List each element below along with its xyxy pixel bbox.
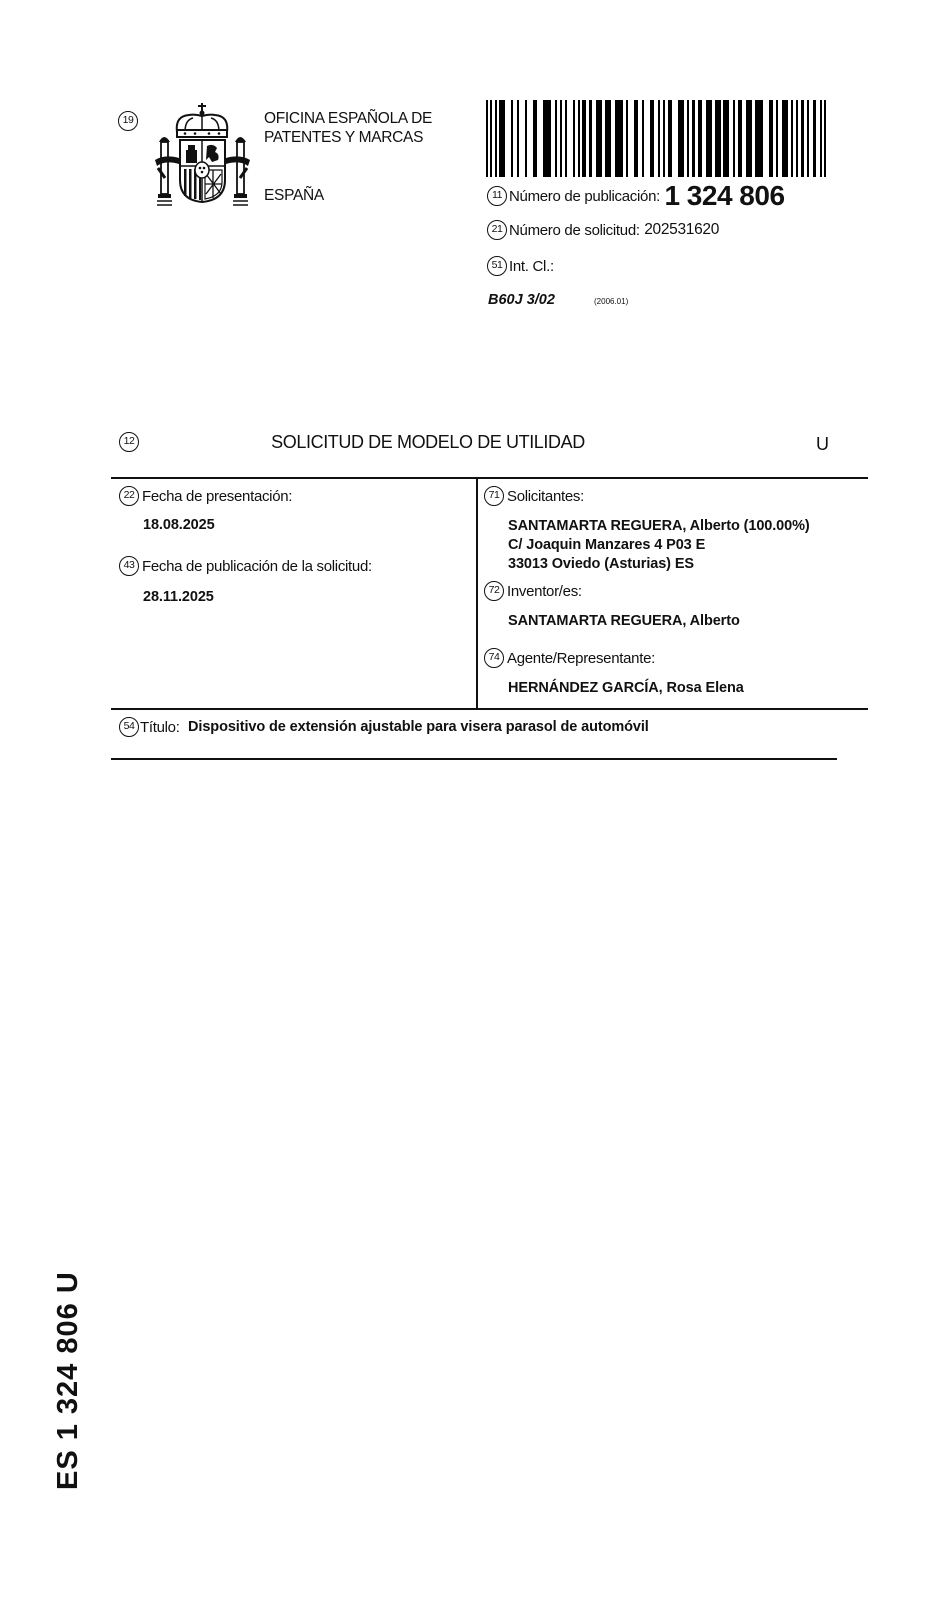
barcode-bar <box>807 100 809 177</box>
barcode-bar <box>626 100 628 177</box>
title-row <box>119 717 649 737</box>
spain-coat-of-arms-icon <box>155 102 250 207</box>
applicant-line: C/ Joaquin Manzares 4 P03 E <box>508 537 706 553</box>
publication-number-row <box>487 180 785 212</box>
int-cl-label: Int. Cl.: <box>509 257 554 275</box>
barcode-bar <box>486 100 488 177</box>
inid-number: 71 <box>484 486 504 506</box>
barcode-bar <box>495 100 497 177</box>
barcode-bar <box>796 100 798 177</box>
barcode-bar <box>755 100 763 177</box>
barcode-bar <box>578 100 580 177</box>
inid-number: 12 <box>119 432 139 452</box>
inid-number: 19 <box>118 111 138 131</box>
barcode-bar <box>820 100 822 177</box>
inventors-value: SANTAMARTA REGUERA, Alberto <box>508 613 740 629</box>
inid-number: 51 <box>487 256 507 276</box>
barcode-bar <box>596 100 602 177</box>
office-country: ESPAÑA <box>264 187 324 204</box>
application-number-value: 202531620 <box>644 221 720 238</box>
barcode-bar <box>733 100 735 177</box>
application-number-label: Número de solicitud: <box>509 221 640 239</box>
barcode-bar <box>692 100 695 177</box>
office-name-line1: OFICINA ESPAÑOLA DE <box>264 110 433 127</box>
barcode-bar <box>490 100 492 177</box>
inid-code-19 <box>118 111 138 131</box>
barcode-bar <box>565 100 567 177</box>
barcode-bar <box>813 100 816 177</box>
barcode-bar <box>634 100 638 177</box>
int-cl-version: (2006.01) <box>594 297 629 306</box>
inid-number: 11 <box>487 186 507 206</box>
barcode-bar <box>582 100 586 177</box>
barcode-bar <box>555 100 557 177</box>
title-label: Título: <box>140 718 180 736</box>
inid-number: 22 <box>119 486 139 506</box>
side-publication-code: ES 1 324 806 U <box>52 1271 84 1490</box>
applicant-line: SANTAMARTA REGUERA, Alberto (100.00%) <box>508 518 810 534</box>
inid-number: 74 <box>484 648 504 668</box>
agent-label: Agente/Representante: <box>507 649 655 667</box>
barcode-bar <box>698 100 702 177</box>
divider-bottom <box>111 758 837 760</box>
barcode-bar <box>605 100 611 177</box>
barcode-bar <box>769 100 773 177</box>
barcode-bar <box>738 100 742 177</box>
barcode-bar <box>824 100 826 177</box>
title-value: Dispositivo de extensión ajustable para visera parasol de automóvil <box>188 719 649 735</box>
barcode-bar <box>511 100 513 177</box>
filing-date-label: Fecha de presentación: <box>142 487 293 505</box>
agent-label-row <box>484 648 655 668</box>
barcode-bar <box>642 100 644 177</box>
publication-date-value: 28.11.2025 <box>143 589 214 605</box>
barcode-bar <box>650 100 654 177</box>
office-name-line2: PATENTES Y MARCAS <box>264 129 424 146</box>
barcode-bar <box>687 100 689 177</box>
inid-number: 72 <box>484 581 504 601</box>
barcode-bar <box>589 100 592 177</box>
inid-number: 54 <box>119 717 139 737</box>
publication-number-label: Número de publicación: <box>509 187 660 205</box>
publication-date-label-row <box>119 556 372 576</box>
barcode-bar <box>573 100 575 177</box>
divider-column <box>476 477 478 709</box>
barcode-bar <box>782 100 788 177</box>
inid-number: 43 <box>119 556 139 576</box>
int-cl-row <box>487 256 554 276</box>
barcode-bar <box>525 100 527 177</box>
barcode-bar <box>776 100 778 177</box>
barcode-bar <box>746 100 752 177</box>
applicants-list <box>508 517 810 574</box>
barcode-bar <box>715 100 721 177</box>
barcode-bar <box>658 100 660 177</box>
barcode-bar <box>723 100 729 177</box>
barcode-bar <box>517 100 519 177</box>
barcode-bar <box>791 100 793 177</box>
inid-number: 21 <box>487 220 507 240</box>
divider-middle <box>111 708 868 710</box>
inventors-label-row <box>484 581 582 601</box>
barcode-bar <box>543 100 551 177</box>
publication-date-label: Fecha de publicación de la solicitud: <box>142 557 372 575</box>
filing-date-label-row <box>119 486 292 506</box>
applicants-label-row <box>484 486 584 506</box>
divider-top <box>111 477 868 479</box>
int-cl-code: B60J 3/02 <box>488 292 555 308</box>
barcode-bar <box>499 100 505 177</box>
barcode-bar <box>663 100 665 177</box>
barcode-bar <box>706 100 712 177</box>
barcode-bar <box>533 100 537 177</box>
publication-number-value: 1 324 806 <box>664 180 785 211</box>
filing-date-value: 18.08.2025 <box>143 517 215 533</box>
application-number-row <box>487 220 719 240</box>
applicant-line: 33013 Oviedo (Asturias) ES <box>508 556 694 572</box>
barcode-bar <box>801 100 804 177</box>
barcode-bar <box>615 100 623 177</box>
barcode-bar <box>668 100 672 177</box>
document-type-title: SOLICITUD DE MODELO DE UTILIDAD <box>271 432 585 452</box>
barcode-bar <box>678 100 684 177</box>
barcode-bar <box>560 100 562 177</box>
agent-value: HERNÁNDEZ GARCÍA, Rosa Elena <box>508 680 744 696</box>
kind-code: U <box>816 434 829 454</box>
inventors-label: Inventor/es: <box>507 582 582 600</box>
office-name <box>264 110 432 147</box>
barcode-icon <box>486 100 826 177</box>
applicants-label: Solicitantes: <box>507 487 584 505</box>
